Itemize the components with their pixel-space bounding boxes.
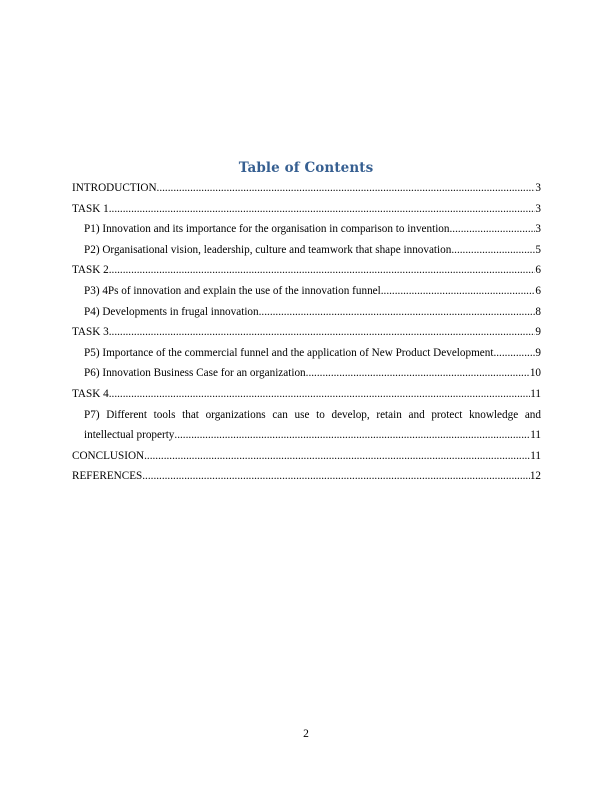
toc-entry-p3[interactable] [72,281,541,302]
toc-entry-text: REFERENCES [72,470,143,483]
toc-entry-text: P6) Innovation Business Case for an organization [84,367,306,380]
toc-entry-page: 3 [535,202,541,215]
toc-entry-task-1[interactable] [72,199,541,220]
toc-entry-task-3[interactable] [72,322,541,343]
toc-entry-page: 5 [535,243,541,256]
toc-entry-page: 9 [535,346,541,359]
toc-entry-text: TASK 1 [72,202,109,215]
toc-entry-introduction[interactable] [72,178,541,199]
table-of-contents [72,178,541,487]
toc-entry-text: TASK 4 [72,387,109,400]
toc-entry-page: 9 [535,326,541,339]
dot-leader [109,384,531,405]
toc-entry-page: 12 [529,470,541,483]
dot-leader [381,281,536,302]
dot-leader [109,199,536,220]
dot-leader [493,343,535,364]
toc-entry-p7[interactable] [72,405,541,446]
dot-leader [306,363,530,384]
dot-leader [174,425,530,446]
toc-entry-page: 11 [530,429,541,442]
toc-entry-text-line-2: intellectual property [84,429,175,442]
toc-title: Table of Contents [238,160,374,176]
toc-entry-p4[interactable] [72,302,541,323]
toc-entry-task-2[interactable] [72,260,541,281]
toc-entry-p6[interactable] [72,363,541,384]
toc-entry-p1[interactable] [72,219,541,240]
toc-entry-p2[interactable] [72,240,541,261]
toc-entry-page: 3 [535,223,541,236]
dot-leader [109,260,536,281]
toc-entry-text-line-1: P7) Different tools that organizations can use to develop, retain and protect knowledge and [84,408,541,421]
dot-leader [109,322,536,343]
dot-leader [259,302,536,323]
toc-entry-page: 10 [529,367,541,380]
toc-entry-page: 11 [530,387,541,400]
toc-entry-references[interactable] [72,466,541,487]
toc-entry-page: 8 [535,305,541,318]
dot-leader [144,446,530,467]
dot-leader [451,240,535,261]
toc-entry-text: P1) Innovation and its importance for the organisation in comparison to invention [84,223,450,236]
toc-entry-text: TASK 3 [72,326,109,339]
dot-leader [157,178,536,199]
page-number: 2 [303,728,309,740]
toc-entry-conclusion[interactable] [72,446,541,467]
dot-leader [450,219,536,240]
toc-entry-text: P2) Organisational vision, leadership, culture and teamwork that shape innovation [84,243,452,256]
toc-entry-text: TASK 2 [72,264,109,277]
toc-entry-text: P4) Developments in frugal innovation [84,305,259,318]
toc-entry-text: CONCLUSION [72,449,145,462]
toc-entry-task-4[interactable] [72,384,541,405]
toc-entry-text: P5) Importance of the commercial funnel and the application of New Product Development [84,346,494,359]
dot-leader [142,466,530,487]
toc-entry-text: INTRODUCTION [72,182,157,194]
toc-entry-page: 6 [535,264,541,277]
toc-entry-text: P3) 4Ps of innovation and explain the use of the innovation funnel [84,284,381,297]
toc-entry-p5[interactable] [72,343,541,364]
toc-entry-page: 3 [535,182,541,194]
toc-entry-page: 6 [535,284,541,297]
toc-entry-page: 11 [530,449,541,462]
